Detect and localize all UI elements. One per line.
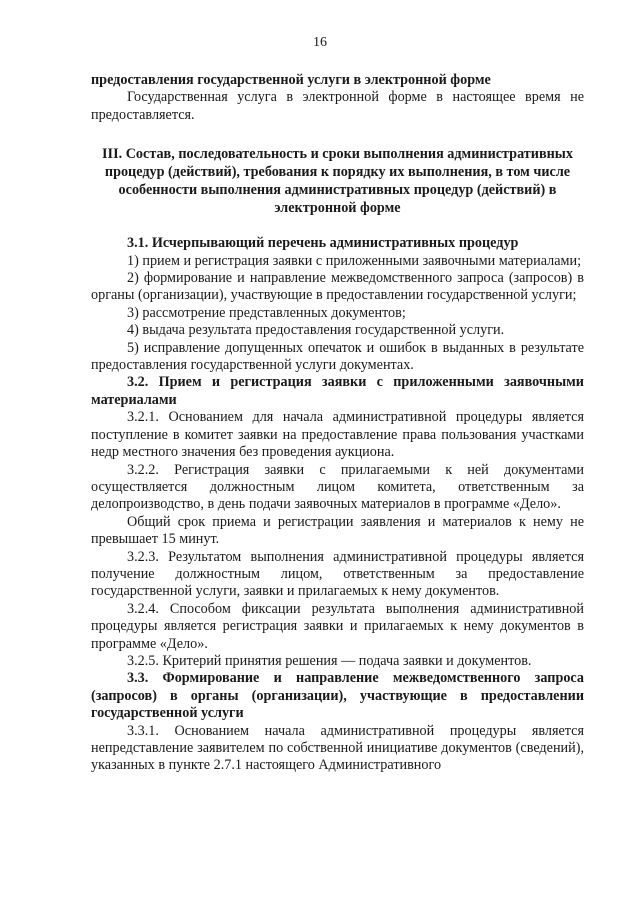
paragraph: 3.2.5. Критерий принятия решения — подача заявки и документов.	[127, 652, 532, 669]
list-item: 4) выдача результата предоставления государственной услуги.	[127, 322, 505, 339]
list-item: 1) прием и регистрация заявки с приложенными заявочными материалами;	[127, 252, 582, 269]
paragraph: Государственная услуга в электронной форме в настоящее время не предоставляется.	[91, 89, 584, 123]
paragraph: 3.2.3. Результатом выполнения административной процедуры является получение должностным лицом, ответственным за предоставление государственной услуги, заявки и прилагаемых к нему документов.	[91, 548, 584, 600]
list-item: 3) рассмотрение представленных документов;	[127, 304, 406, 321]
section-heading-3-2: 3.2. Прием и регистрация заявки с приложенными заявочными материалами	[91, 374, 584, 408]
sub-heading-electronic: предоставления государственной услуги в электронной форме	[91, 72, 491, 88]
list-item: 5) исправление допущенных опечаток и ошибок в выданных в результате предоставления государственной услуги документах.	[91, 339, 584, 374]
paragraph: 3.2.1. Основанием для начала административной процедуры является поступление в комитет заявки на предоставление права пользования участками недр местного значения без проведения аукциона.	[91, 409, 584, 461]
page-number: 16	[313, 35, 327, 50]
list-item: 2) формирование и направление межведомственного запроса (запросов) в органы (организации), участвующие в предоставлении государственной услуги;	[91, 270, 584, 304]
paragraph: 3.2.2. Регистрация заявки с прилагаемыми к ней документами осуществляется должностным лицом комитета, ответственным за делопроизводство, в день подачи заявочных материалов в программе «Дело».	[91, 461, 584, 513]
paragraph: Общий срок приема и регистрации заявления и материалов к нему не превышает 15 минут.	[91, 513, 584, 548]
section-heading-3-1: 3.1. Исчерпывающий перечень административных процедур	[127, 235, 519, 252]
document-body	[91, 72, 584, 775]
section-heading-3-3: 3.3. Формирование и направление межведомственного запроса (запросов) в органы (организации), участвующие в предоставлении государственной услуги	[91, 670, 584, 722]
paragraph: 3.2.4. Способом фиксации результата выполнения административной процедуры является регистрация заявки и прилагаемых к нему документов в программе «Дело».	[91, 600, 584, 652]
paragraph: 3.3.1. Основанием начала административной процедуры является непредставление заявителем по собственной инициативе документов (сведений), указанных в пункте 2.7.1 настоящего Административного	[91, 722, 584, 774]
section-title: III. Состав, последовательность и сроки выполнения административных процедур (действий), требования к порядку их выполнения, в том числе особенности выполнения административных процедур (действий) в электронной форме	[102, 146, 573, 217]
